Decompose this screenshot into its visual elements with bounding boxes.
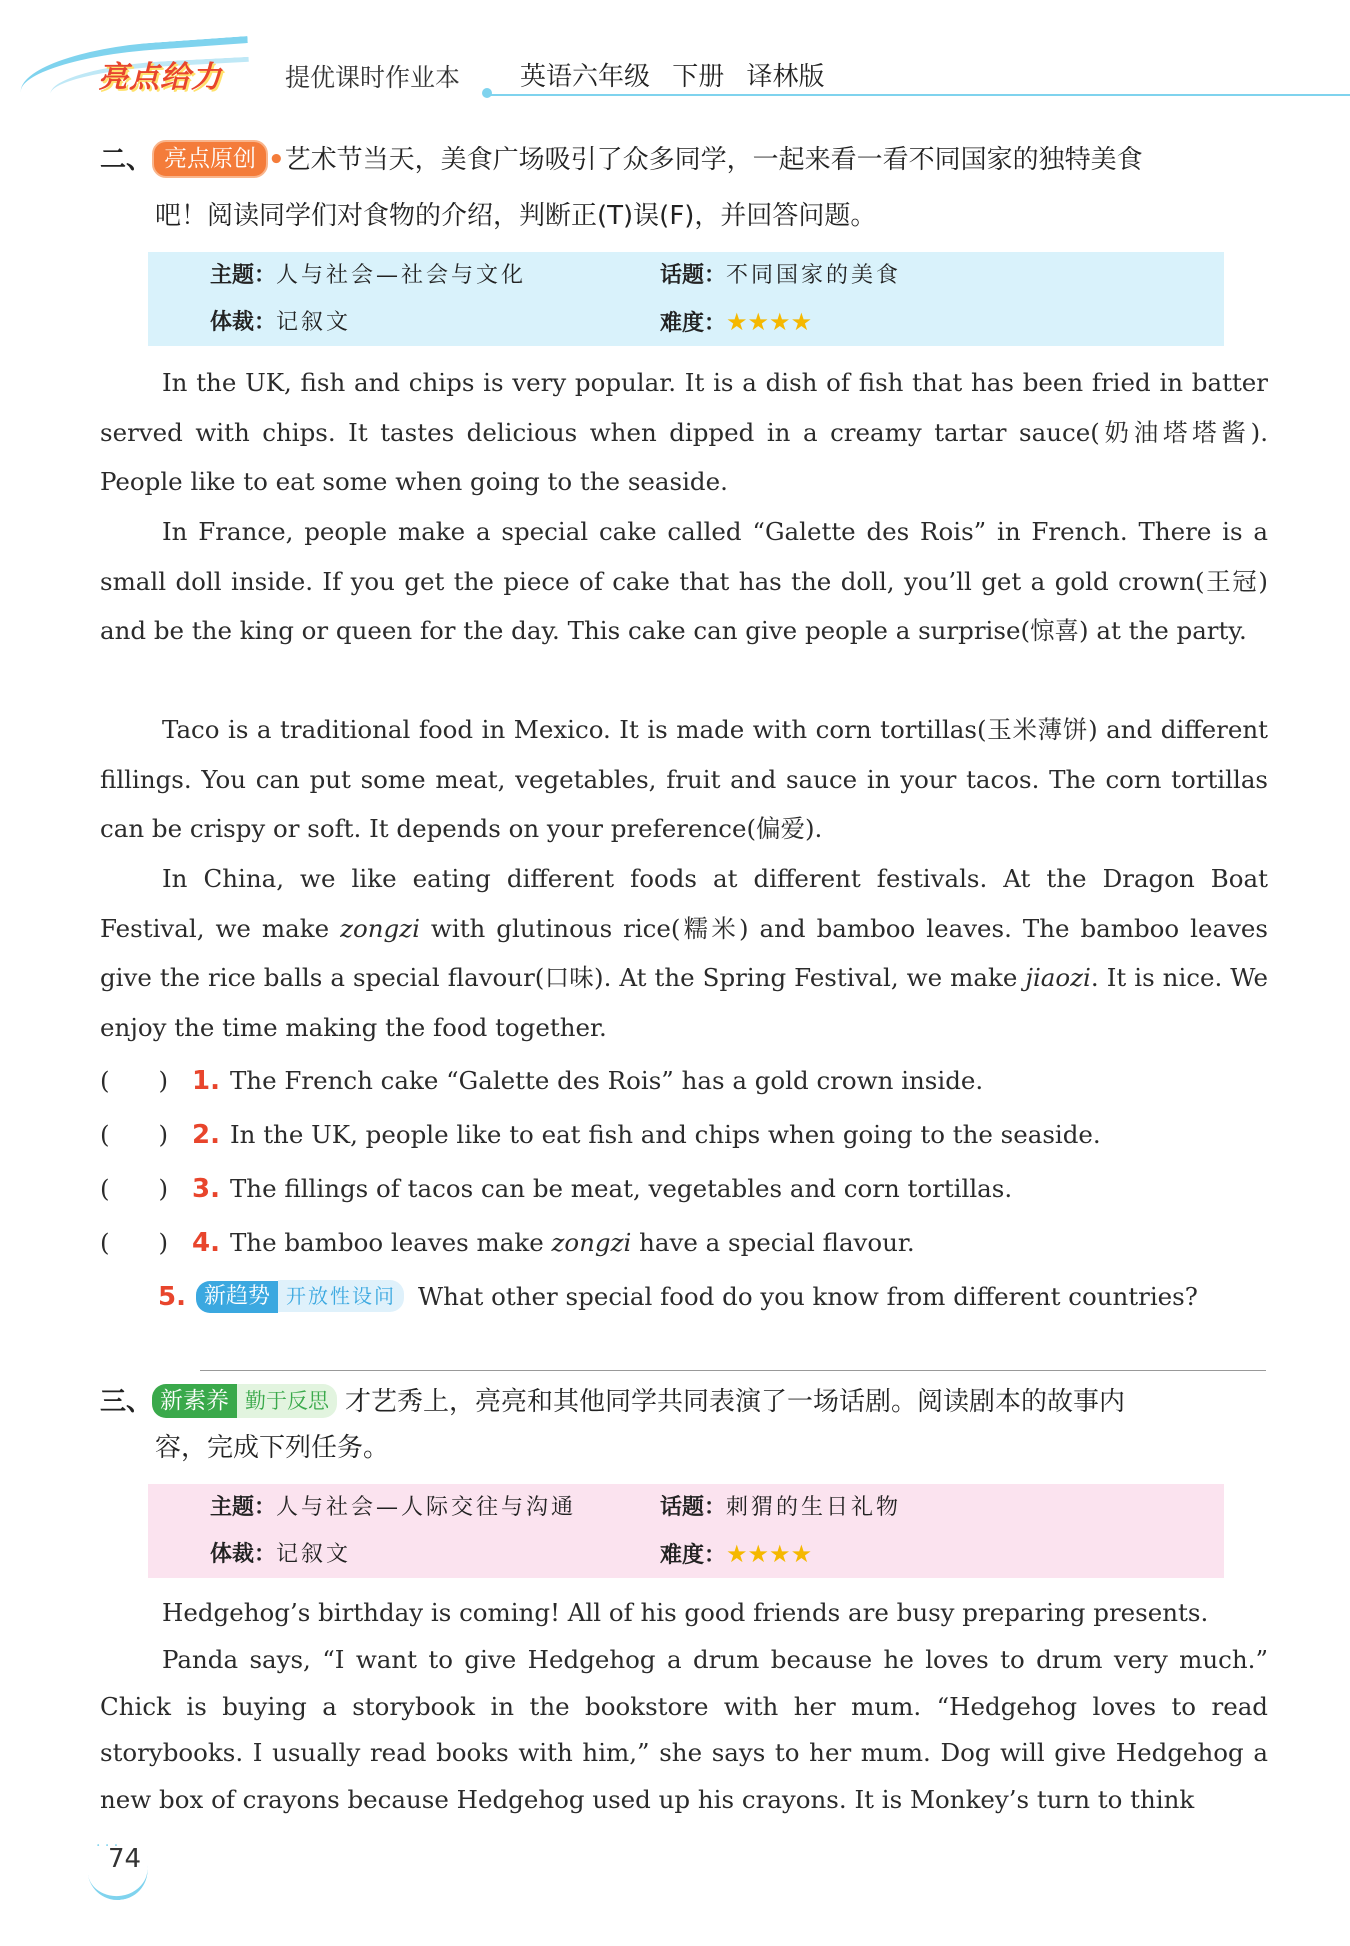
difficulty-label: 难度： bbox=[660, 311, 727, 336]
genre-value: 记叙文 bbox=[276, 310, 352, 335]
page-header bbox=[20, 40, 1330, 110]
info-row-genre-3 bbox=[210, 1531, 1210, 1578]
section-3-tag: 新素养 bbox=[152, 1384, 237, 1418]
info-row-theme bbox=[210, 252, 1210, 299]
section-3-intro-line1: 才艺秀上，亮亮和其他同学共同表演了一场话剧。阅读剧本的故事内 bbox=[345, 1387, 1126, 1417]
answer-blank-4[interactable]: ( ) bbox=[100, 1228, 169, 1257]
passage-paragraph-france: In France, people make a special cake called “Galette des Rois” in French. There is a small doll inside. If you get the piece of cake that has the doll, you’ll get a gold crown(王冠) and be the king or queen for the day. This cake can give people a surprise(惊喜) at the party. bbox=[100, 517, 1268, 645]
question-2 bbox=[100, 1108, 1280, 1162]
info-row-theme-3 bbox=[210, 1484, 1210, 1531]
question-1 bbox=[100, 1054, 1280, 1108]
difficulty-label-3: 难度： bbox=[660, 1543, 727, 1568]
section-2-info-box bbox=[148, 252, 1224, 346]
header-rule bbox=[490, 94, 1350, 96]
info-row-genre bbox=[210, 299, 1210, 346]
genre-label-3: 体裁： bbox=[210, 1542, 277, 1567]
china-text-3: . It is nice. We enjoy the time making the food together. bbox=[100, 963, 1268, 1042]
book-info: 英语六年级 下册 译林版 bbox=[520, 62, 825, 92]
theme-value: 人与社会—社会与文化 bbox=[276, 263, 527, 288]
header-dot-decoration bbox=[482, 88, 492, 98]
page-number-dots-decoration: · · · bbox=[96, 1838, 119, 1854]
theme-label: 主题： bbox=[210, 263, 277, 288]
difficulty-cell bbox=[660, 299, 818, 347]
topic-value: 不同国家的美食 bbox=[726, 263, 902, 288]
story-paragraph-1: Hedgehog’s birthday is coming! All of his good friends are busy preparing presents. bbox=[162, 1598, 1209, 1627]
section-2-heading bbox=[100, 132, 1143, 188]
passage-paragraph-mexico: Taco is a traditional food in Mexico. It is made with corn tortillas(玉米薄饼) and different fillings. You can put some meat, vegetables, fruit and sauce in your tacos. The corn tortillas can be crispy or soft. It depends on your preference(偏爱). bbox=[100, 715, 1268, 843]
story-paragraph-2: Panda says, “I want to give Hedgehog a drum because he loves to drum very much.” Chick is buying a storybook in the bookstore with her mum. “Hedgehog loves to read storybooks. I usually read books with him,” she says to her mum. Dog will give Hedgehog a new box of crayons because Hedgehog used up his crayons. It is Monkey’s turn to think bbox=[100, 1645, 1268, 1814]
page-number: 74 bbox=[108, 1844, 142, 1874]
china-text-2: with glutinous rice(糯米) and bamboo leaves. The bamboo leaves give the rice balls a special flavour(口味). At the Spring Festival, we make bbox=[100, 913, 1268, 992]
tag-dot-icon: • bbox=[268, 145, 285, 175]
topic-cell-3 bbox=[660, 1484, 901, 1531]
section-2-tag: 亮点原创 bbox=[152, 140, 268, 178]
topic-label: 话题： bbox=[660, 263, 727, 288]
passage-paragraph-china bbox=[100, 854, 1268, 1052]
brand-logo: 亮点给力 bbox=[98, 60, 222, 95]
topic-label-3: 话题： bbox=[660, 1495, 727, 1520]
section-2-intro-line2: 吧！阅读同学们对食物的介绍，判断正(T)误(F)，并回答问题。 bbox=[155, 201, 877, 231]
theme-label-3: 主题： bbox=[210, 1495, 277, 1520]
topic-cell bbox=[660, 252, 901, 299]
section-3-number: 三、 bbox=[100, 1387, 153, 1417]
question-number-4: 4. bbox=[192, 1228, 220, 1258]
question-5-tag: 新趋势 bbox=[196, 1281, 278, 1313]
difficulty-cell-3 bbox=[660, 1531, 818, 1579]
topic-value-3: 刺猬的生日礼物 bbox=[726, 1495, 902, 1520]
question-4 bbox=[100, 1216, 1280, 1270]
section-3-intro-line2: 容，完成下列任务。 bbox=[155, 1433, 390, 1463]
difficulty-stars-icon-3: ★★★★ bbox=[726, 1540, 813, 1568]
section-3-info-box bbox=[148, 1484, 1224, 1578]
question-text-4b: have a special flavour. bbox=[631, 1228, 915, 1257]
question-text-2: In the UK, people like to eat fish and chips when going to the seaside. bbox=[229, 1120, 1101, 1149]
genre-label: 体裁： bbox=[210, 310, 277, 335]
section-3-subtag: 勤于反思 bbox=[237, 1384, 337, 1418]
question-3 bbox=[100, 1162, 1280, 1216]
answer-blank-2[interactable]: ( ) bbox=[100, 1120, 169, 1149]
series-title: 提优课时作业本 bbox=[285, 63, 461, 92]
difficulty-stars-icon: ★★★★ bbox=[726, 308, 813, 336]
genre-value-3: 记叙文 bbox=[276, 1542, 352, 1567]
question-4-zongzi-term: zongzi bbox=[551, 1228, 632, 1257]
jiaozi-term: jiaozi bbox=[1025, 963, 1091, 992]
section-2-number: 二、 bbox=[100, 145, 153, 175]
answer-blank-3[interactable]: ( ) bbox=[100, 1174, 169, 1203]
answer-blank-1[interactable]: ( ) bbox=[100, 1066, 169, 1095]
question-number-2: 2. bbox=[192, 1120, 220, 1150]
theme-value-3: 人与社会—人际交往与沟通 bbox=[276, 1495, 577, 1520]
question-text-5: What other special food do you know from different countries? bbox=[417, 1282, 1198, 1311]
question-text-3: The fillings of tacos can be meat, vegetables and corn tortillas. bbox=[229, 1174, 1013, 1203]
section-2-intro-line1: 艺术节当天，美食广场吸引了众多同学，一起来看一看不同国家的独特美食 bbox=[284, 145, 1143, 175]
zongzi-term: zongzi bbox=[340, 913, 420, 943]
china-text-1: In China, we like eating different foods at different festivals. At the Dragon Boat Festival, we make bbox=[100, 864, 1268, 943]
passage-paragraph-uk: In the UK, fish and chips is very popular. It is a dish of fish that has been fried in batter served with chips. It tastes delicious when dipped in a creamy tartar sauce(奶油塔塔酱). People like to eat some when going to the seaside. bbox=[100, 368, 1268, 496]
question-text-1: The French cake “Galette des Rois” has a gold crown inside. bbox=[229, 1066, 984, 1095]
answer-line[interactable] bbox=[200, 1370, 1266, 1371]
question-text-4a: The bamboo leaves make bbox=[229, 1228, 552, 1257]
question-number-5: 5. bbox=[158, 1282, 186, 1312]
question-number-1: 1. bbox=[192, 1066, 220, 1096]
question-number-3: 3. bbox=[192, 1174, 220, 1204]
question-5-subtag: 开放性设问 bbox=[278, 1280, 404, 1312]
question-5 bbox=[158, 1270, 1338, 1324]
